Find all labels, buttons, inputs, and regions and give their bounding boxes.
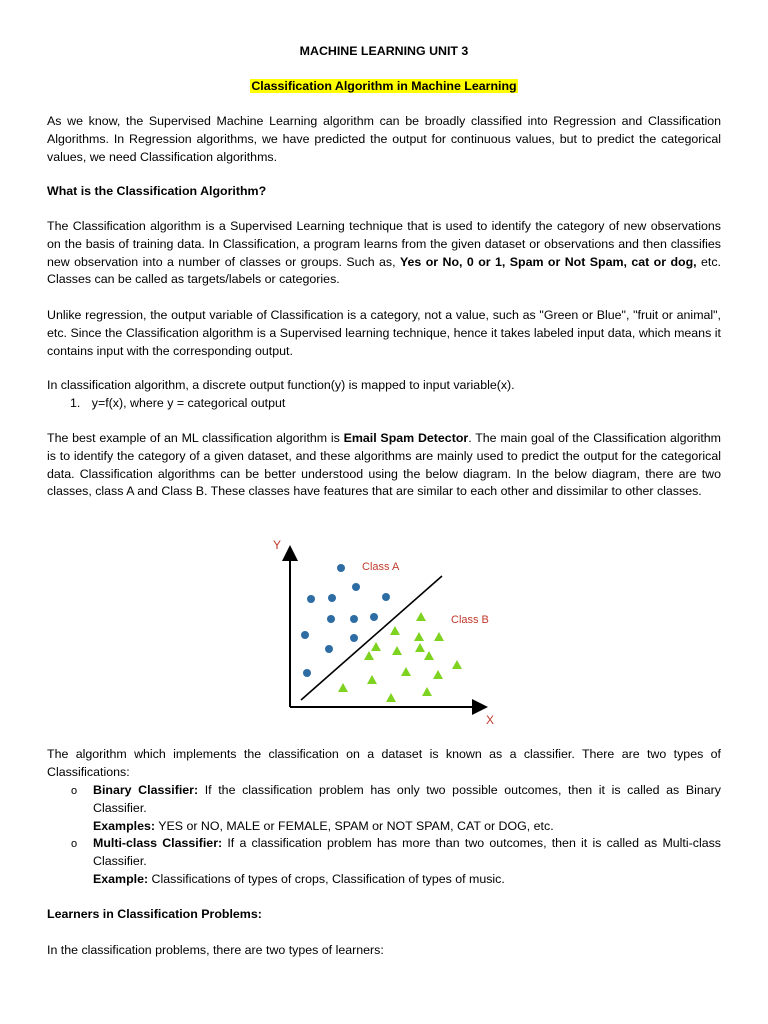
class-b-point — [401, 667, 411, 676]
list-item-text: y=f(x), where y = categorical output — [91, 396, 286, 410]
class-b-point — [390, 626, 400, 635]
binary-classifier-examples — [93, 818, 721, 836]
class-b-point — [434, 632, 444, 641]
class-a-label: Class A — [362, 561, 400, 573]
multiclass-classifier-text: If a classification problem has more than two outcomes, then it is called as Multi-class Classifier. — [93, 836, 721, 868]
binary-classifier-text: If the classification problem has only two possible outcomes, then it is called as Binary Classifier. — [93, 783, 721, 815]
class-b-point — [452, 660, 462, 669]
class-b-points — [338, 612, 462, 702]
binary-examples-text: YES or NO, MALE or FEMALE, SPAM or NOT SPAM, CAT or DOG, etc. — [154, 819, 554, 833]
multiclass-classifier-example — [93, 871, 721, 889]
spam-detector-paragraph — [47, 430, 721, 501]
class-a-point — [307, 595, 315, 603]
class-b-label: Class B — [451, 614, 489, 626]
definition-examples: Yes or No, 0 or 1, Spam or Not Spam, cat or dog, — [399, 254, 697, 269]
list-number: 1. — [70, 396, 81, 410]
section-title — [0, 78, 768, 96]
multiclass-classifier-label: Multi-class Classifier: — [93, 836, 223, 850]
class-b-point — [386, 693, 396, 702]
classifier-types-paragraph: The algorithm which implements the classification on a dataset is known as a classifier. There are two types of Classifications: — [47, 747, 721, 779]
class-a-point — [303, 669, 311, 677]
spam-text-b: . The main goal of the Classification algorithm is to identify the category of a given dataset, and these algorithms are mainly used to predict the output for the categorical data. Classification algorithms can be better understood using the below diagram. In the below diagram, there are two classes, class A and Class B. These classes have features that are similar to each other and dissimilar to other classes. — [47, 431, 722, 499]
class-a-point — [328, 594, 336, 602]
multiclass-example-label: Example: — [93, 872, 149, 886]
class-a-point — [327, 615, 335, 623]
binary-examples-label: Examples: — [93, 819, 155, 833]
class-b-point — [392, 646, 402, 655]
class-b-point — [364, 651, 374, 660]
binary-classifier-item — [93, 782, 721, 818]
bullet-icon: o — [71, 838, 78, 850]
binary-classifier-label: Binary Classifier: — [93, 783, 199, 797]
class-b-point — [415, 643, 425, 652]
definition-paragraph — [47, 218, 721, 289]
class-b-point — [433, 670, 443, 679]
mapping-paragraph: In classification algorithm, a discrete output function(y) is mapped to input variable(x). — [47, 378, 515, 392]
intro-paragraph: As we know, the Supervised Machine Learning algorithm can be broadly classified into Regression and Classification Algorithms. In Regression algorithms, we have predicted the output for continuous values, but to predict the categorical values, we need Classification algorithms. — [47, 114, 721, 164]
highlighted-title: Classification Algorithm in Machine Learning — [251, 79, 517, 93]
learners-paragraph: In the classification problems, there are two types of learners: — [47, 943, 384, 957]
multiclass-classifier-item — [93, 835, 721, 871]
multiclass-example-text: Classifications of types of crops, Classification of types of music. — [148, 872, 505, 886]
heading-learners: Learners in Classification Problems: — [47, 907, 262, 921]
page-title: MACHINE LEARNING UNIT 3 — [299, 44, 469, 58]
classification-diagram — [270, 535, 500, 730]
class-a-point — [301, 631, 309, 639]
class-b-point — [414, 632, 424, 641]
class-a-point — [382, 593, 390, 601]
class-b-point — [424, 651, 434, 660]
class-b-point — [416, 612, 426, 621]
class-a-point — [337, 564, 345, 572]
class-b-point — [367, 675, 377, 684]
class-b-point — [371, 642, 381, 651]
spam-detector-term: Email Spam Detector — [343, 431, 469, 445]
definition-tail: etc. Classes can be called as targets/labels or categories. — [47, 254, 721, 287]
class-a-point — [350, 634, 358, 642]
definition-text: The Classification algorithm is a Supervised Learning technique that is used to identify the category of new observations on the basis of training data. In Classification, a program learns from the given dataset or observations and then classifies new observation into a number of classes or groups. Such as, — [47, 219, 721, 269]
class-b-point — [338, 683, 348, 692]
x-axis-label: X — [486, 713, 495, 727]
class-a-point — [352, 583, 360, 591]
class-a-point — [325, 645, 333, 653]
heading-what-is-classification: What is the Classification Algorithm? — [47, 184, 267, 198]
regression-comparison-paragraph: Unlike regression, the output variable of Classification is a category, not a value, such as "Green or Blue", "fruit or animal", etc. Since the Classification algorithm is a Supervised learning technique, hence it takes labeled input data, which means it contains input with the corresponding output. — [47, 308, 721, 358]
numbered-list-item — [70, 395, 670, 413]
class-b-point — [422, 687, 432, 696]
y-axis-label: Y — [273, 538, 282, 552]
class-a-point — [370, 613, 378, 621]
bullet-icon: o — [71, 785, 78, 797]
class-a-point — [350, 615, 358, 623]
spam-text-a: The best example of an ML classification algorithm is — [47, 431, 344, 445]
